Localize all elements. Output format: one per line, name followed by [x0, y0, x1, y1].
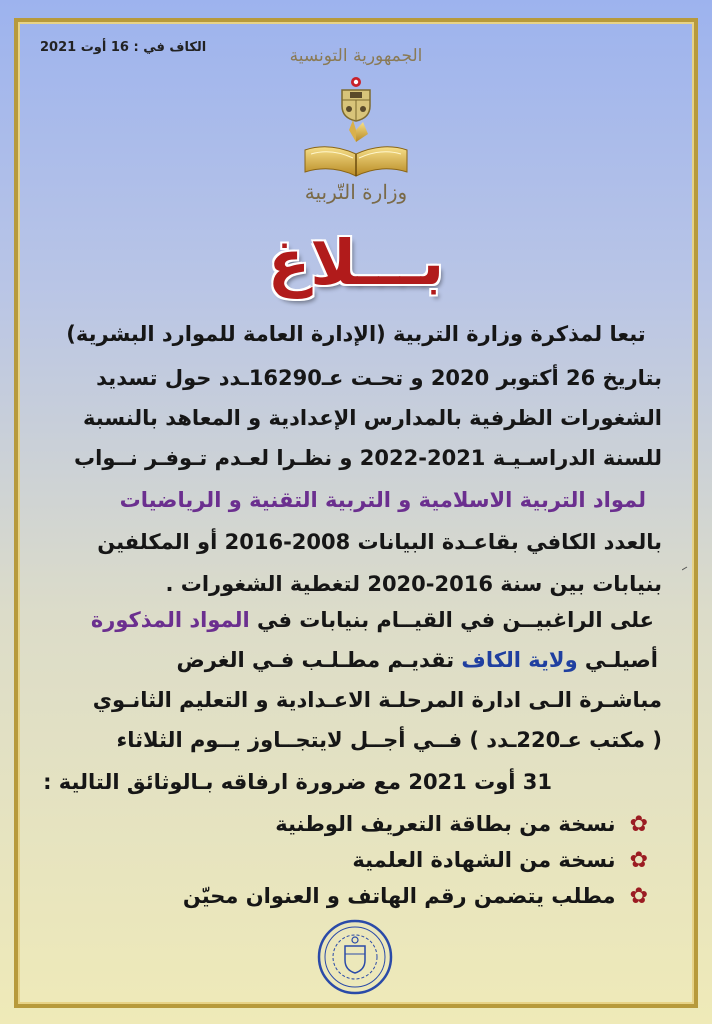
ornament-icon: ✿	[629, 812, 648, 837]
highlight-governorate: ولاية الكاف	[461, 648, 578, 672]
body-line-4: للسنة الدراسـيـة 2021-2022 و نظـرا لعـدم تـوفـر نــواب	[74, 446, 662, 470]
mark-icon	[682, 566, 688, 572]
ministry-seal-icon	[316, 918, 394, 996]
body-line-3: الشغورات الظرفية بالمدارس الإعدادية و المعاهد بالنسبة	[83, 406, 662, 430]
body-line-10: مباشـرة الـى ادارة المرحلـة الاعـدادية و التعليم الثانـوي	[92, 688, 662, 712]
body-line-9	[38, 648, 658, 672]
body-line-9-text-c: تقديـم مطـلـب فـي الغرض	[176, 648, 462, 672]
ornament-icon: ✿	[629, 884, 648, 909]
body-line-11: ( مكتب عـ220ـدد ) فــي أجــل لايتجــاوز يــوم الثلاثاء	[116, 728, 662, 752]
ornament-icon: ✿	[629, 848, 648, 873]
document-date: الكاف في : 16 أوت 2021	[40, 40, 207, 55]
document-item-2: نسخة من الشهادة العلمية	[352, 848, 616, 872]
list-item	[275, 812, 648, 837]
ministry-logo	[286, 46, 426, 216]
ministry-name: وزارة التّربية	[304, 180, 408, 204]
body-line-1: تبعا لمذكرة وزارة التربية (الإدارة العامة للموارد البشرية)	[66, 322, 646, 346]
body-line-12: 31 أوت 2021 مع ضرورة ارفاقه بـالوثائق التالية :	[43, 770, 552, 794]
body-line-8-text: على الراغبيــن في القيــام بنيابات في	[249, 608, 654, 632]
list-item	[183, 884, 648, 909]
body-line-7: بنيابات بين سنة 2016-2020 لتغطية الشغورات .	[165, 572, 662, 596]
body-line-8	[34, 608, 654, 632]
republic-title: الجمهورية التونسية	[289, 46, 423, 66]
open-book-icon	[301, 120, 411, 180]
tunisia-coat-of-arms-icon	[336, 76, 376, 122]
list-item	[352, 848, 648, 873]
document-item-3: مطلب يتضمن رقم الهاتف و العنوان محيّن	[182, 884, 616, 908]
body-line-2: بتاريخ 26 أكتوبر 2020 و تحـت عـ16290ـدد حول تسديد	[96, 366, 662, 390]
document-item-1: نسخة من بطاقة التعريف الوطنية	[275, 812, 616, 836]
highlight-subjects: المواد المذكورة	[90, 608, 250, 632]
announcement-title: بـــلاغ	[267, 226, 445, 299]
body-line-9-text-a: أصيلـي	[577, 648, 658, 672]
body-line-5: لمواد التربية الاسلامية و التربية التقنية و الرياضيات	[119, 488, 646, 512]
body-line-6: بالعدد الكافي بقاعـدة البيانات 2008-2016 أو المكلفين	[97, 530, 662, 554]
